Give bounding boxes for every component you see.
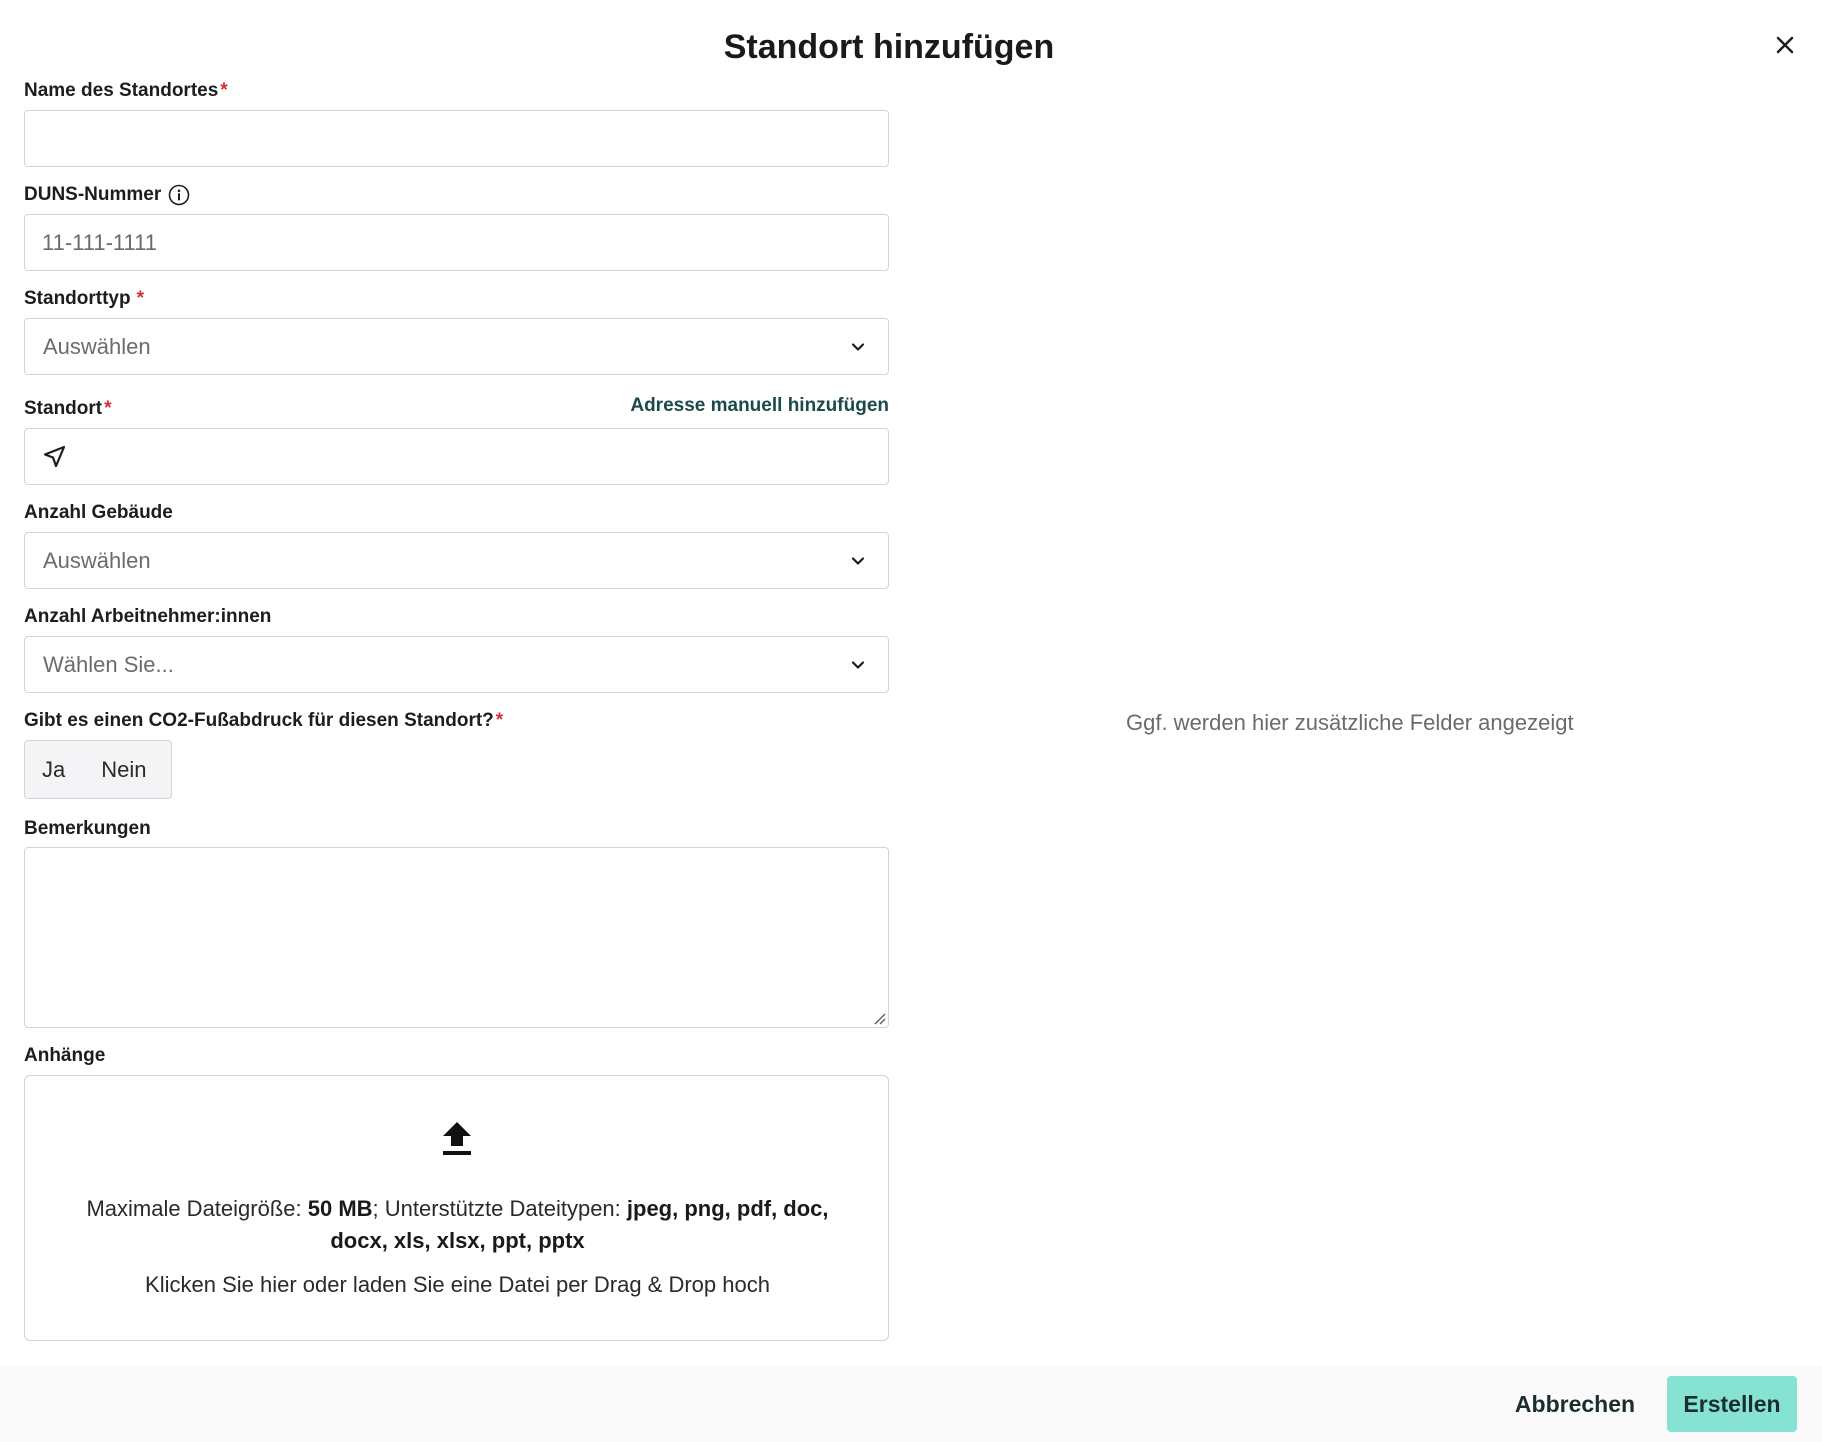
- employees-label: [24, 606, 271, 628]
- location-label: [24, 398, 112, 420]
- max-size-value: 50 MB: [307, 1196, 373, 1221]
- buildings-label-text: Anzahl Gebäude: [24, 502, 173, 523]
- site-type-select[interactable]: [24, 318, 889, 375]
- chevron-down-icon: [848, 551, 868, 571]
- co2-option-no[interactable]: Nein: [101, 756, 147, 782]
- required-marker: *: [495, 710, 504, 731]
- close-icon: [1775, 35, 1795, 55]
- duns-placeholder: 11-111-1111: [42, 229, 157, 255]
- site-type-label: [24, 288, 144, 310]
- employees-selected: Wählen Sie...: [43, 651, 174, 677]
- attachments-label: [24, 1045, 105, 1067]
- co2-option-yes[interactable]: Ja: [42, 756, 66, 782]
- file-types-value: jpeg, png, pdf, doc, docx, xls, xlsx, ppt, pptx: [330, 1196, 829, 1253]
- required-marker: *: [220, 80, 228, 101]
- name-label-text: Name des Standortes: [24, 80, 219, 101]
- max-size-prefix: Maximale Dateigröße:: [86, 1196, 308, 1221]
- employees-select[interactable]: [24, 636, 889, 693]
- add-address-manually-link[interactable]: Adresse manuell hinzufügen: [630, 395, 889, 416]
- chevron-down-icon: [848, 655, 868, 675]
- buildings-select[interactable]: [24, 532, 889, 589]
- dropzone-cta: Klicken Sie hier oder laden Sie eine Datei per Drag & Drop hoch: [145, 1272, 770, 1297]
- navigation-arrow-icon: [42, 444, 68, 470]
- cancel-button[interactable]: Abbrechen: [1514, 1390, 1636, 1417]
- upload-icon: [440, 1120, 474, 1158]
- types-prefix: ; Unterstützte Dateitypen:: [372, 1196, 627, 1221]
- duns-input[interactable]: [24, 214, 889, 271]
- site-type-label-text: Standorttyp: [24, 288, 131, 309]
- file-dropzone[interactable]: [24, 1075, 889, 1341]
- co2-label: [24, 710, 503, 732]
- name-label: [24, 80, 228, 102]
- co2-label-text: Gibt es einen CO2-Fußabdruck für diesen Standort?: [24, 710, 494, 731]
- location-label-text: Standort: [24, 398, 103, 419]
- employees-label-text: Anzahl Arbeitnehmer:innen: [24, 606, 272, 627]
- site-name-input[interactable]: [24, 110, 889, 167]
- file-constraints-text: [65, 1193, 850, 1257]
- info-icon[interactable]: [168, 184, 190, 206]
- attachments-label-text: Anhänge: [24, 1045, 106, 1066]
- co2-toggle-group: [24, 740, 172, 799]
- additional-fields-hint: Ggf. werden hier zusätzliche Felder angezeigt: [1126, 710, 1574, 735]
- buildings-selected: Auswählen: [43, 547, 151, 573]
- remarks-textarea[interactable]: [24, 847, 889, 1028]
- chevron-down-icon: [848, 337, 868, 357]
- site-type-selected: Auswählen: [43, 333, 151, 359]
- required-marker: *: [136, 288, 145, 309]
- remarks-label: [24, 818, 151, 840]
- remarks-label-text: Bemerkungen: [24, 818, 151, 839]
- close-button[interactable]: [1770, 30, 1800, 60]
- required-marker: *: [104, 398, 112, 419]
- buildings-label: [24, 502, 173, 524]
- dialog-title: Standort hinzufügen: [723, 28, 1055, 66]
- resize-handle-icon[interactable]: [872, 1011, 886, 1025]
- location-input[interactable]: [24, 428, 889, 485]
- create-button[interactable]: Erstellen: [1667, 1376, 1797, 1432]
- duns-label-text: DUNS-Nummer: [24, 184, 162, 205]
- duns-label: [24, 184, 190, 206]
